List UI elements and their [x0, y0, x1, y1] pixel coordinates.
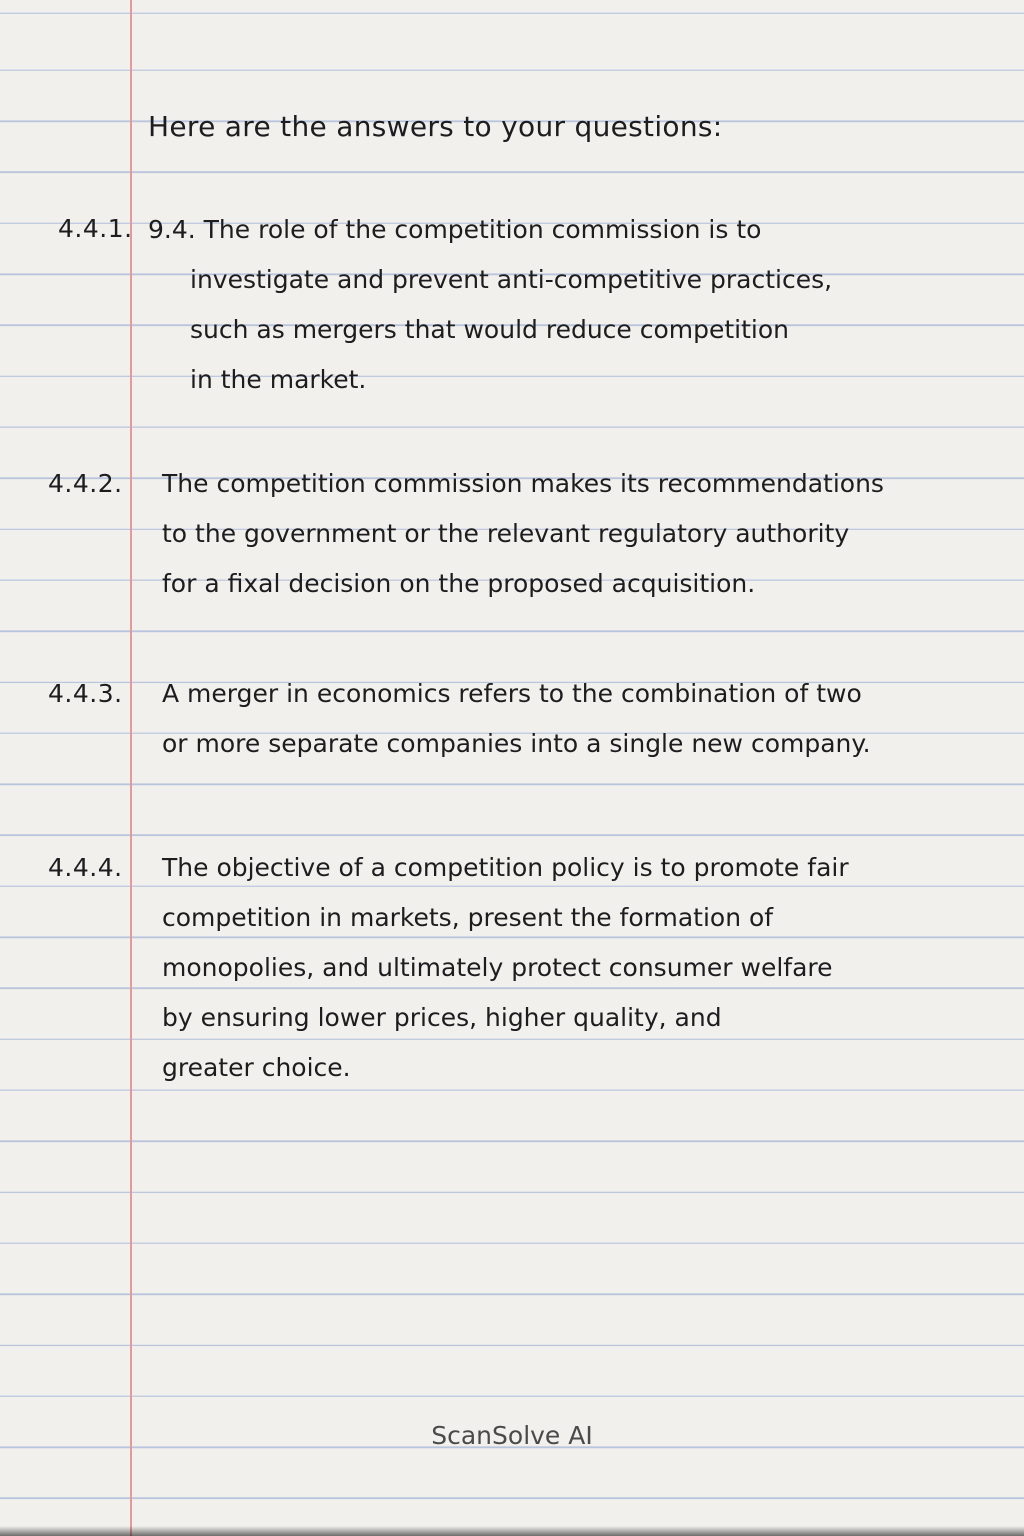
answer-number: 4.4.2.	[48, 469, 123, 498]
answer-line: for a fixal decision on the proposed acquisition.	[162, 569, 756, 598]
answer-line: 9.4. The role of the competition commission is to	[148, 215, 762, 244]
answer-line: greater choice.	[162, 1053, 351, 1082]
answer-text	[148, 205, 761, 255]
answer-line: The objective of a competition policy is to promote fair	[162, 853, 849, 882]
answer-text	[162, 669, 871, 769]
answer-line: in the market.	[190, 365, 367, 394]
intro-heading: Here are the answers to your questions:	[148, 110, 723, 143]
answer-text	[162, 459, 884, 609]
answer-text-continued	[190, 255, 832, 405]
answer-line: to the government or the relevant regulatory authority	[162, 519, 850, 548]
answer-line: A merger in economics refers to the combination of two	[162, 679, 862, 708]
answer-number: 4.4.3.	[48, 679, 123, 708]
page-edge-shadow	[0, 1526, 1024, 1536]
answer-number: 4.4.1.	[58, 214, 133, 243]
answer-line: competition in markets, present the formation of	[162, 903, 774, 932]
answer-line: investigate and prevent anti-competitive practices,	[190, 265, 833, 294]
answer-line: The competition commission makes its recommendations	[162, 469, 884, 498]
answer-line: or more separate companies into a single new company.	[162, 729, 871, 758]
answer-number: 4.4.4.	[48, 853, 123, 882]
answer-line: monopolies, and ultimately protect consumer welfare	[162, 953, 833, 982]
answer-line: by ensuring lower prices, higher quality, and	[162, 1003, 722, 1032]
answer-text	[162, 843, 849, 1093]
brand-signature: ScanSolve AI	[431, 1421, 593, 1450]
answer-line: such as mergers that would reduce competition	[190, 315, 790, 344]
